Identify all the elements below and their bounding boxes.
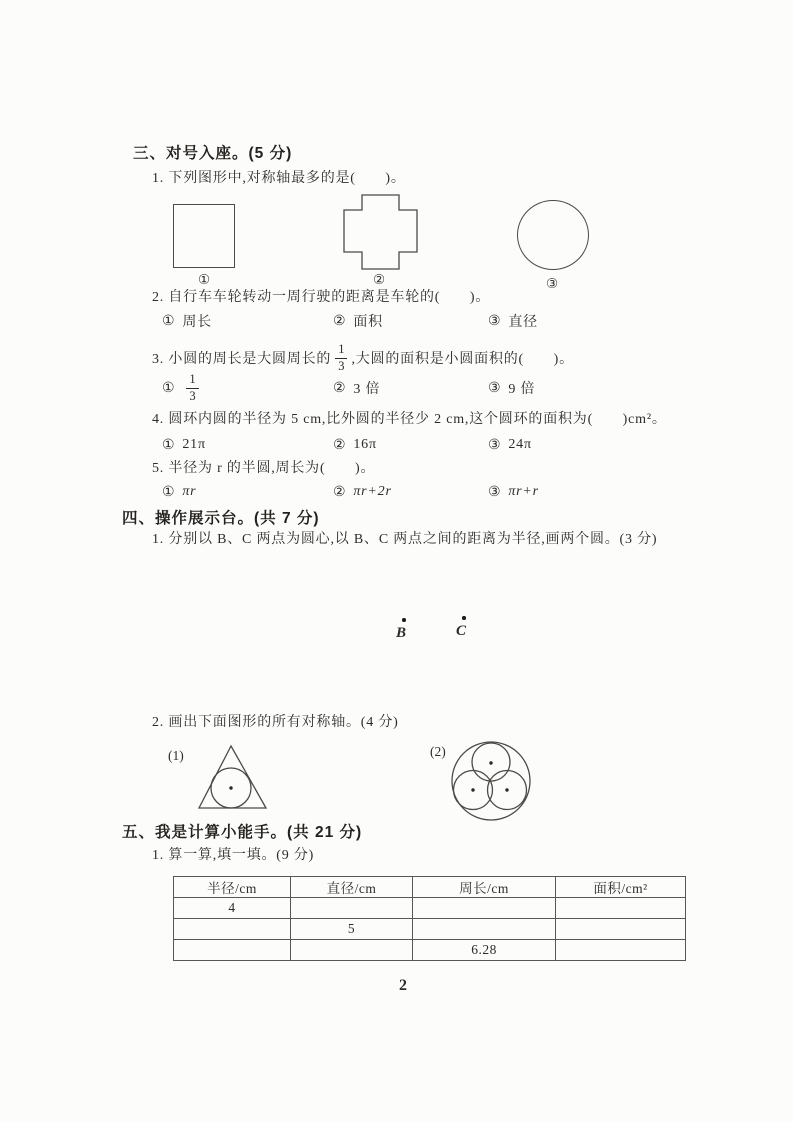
col-header-area: 面积/cm² (556, 877, 686, 898)
s4-q2-fig1-label: (1) (168, 748, 184, 763)
table-row (174, 919, 686, 940)
cell-area (556, 940, 686, 961)
fraction-one-third: $\frac{1}{3}$ (186, 373, 198, 402)
section5-title: 五、我是计算小能手。(共 21 分) (122, 824, 363, 841)
col-header-circumference: 周长/cm (413, 877, 556, 898)
cell-circumference: 6.28 (413, 940, 556, 961)
s3-q3-text: 3. 小圆的周长是大圆周长的 $\frac{1}{3}$ ,大圆的面积是小圆面积的( )。 (152, 342, 574, 373)
cell-circumference (413, 919, 556, 940)
square-figure-label: ① (198, 272, 211, 287)
cell-radius (174, 940, 291, 961)
point-C-dot (462, 616, 466, 620)
calc-table-header-row (174, 877, 686, 898)
s3-q5-option-1: ① πr (162, 484, 197, 500)
square-figure (173, 204, 235, 268)
col-header-diameter: 直径/cm (291, 877, 413, 898)
page-number: 2 (399, 977, 407, 994)
s3-q5-option-3: ③ πr+r (488, 484, 539, 500)
col-header-radius: 半径/cm (174, 877, 291, 898)
s3-q2-option-2: ② 面积 (333, 313, 383, 330)
point-B: B (392, 618, 410, 642)
s3-q4-option-1: ① 21π (162, 437, 206, 453)
s3-q2-option-3: ③ 直径 (488, 313, 538, 330)
cell-radius (174, 919, 291, 940)
cell-area (556, 919, 686, 940)
s3-q1-text: 1. 下列图形中,对称轴最多的是( )。 (152, 171, 406, 186)
s4-q1-text: 1. 分别以 B、C 两点为圆心,以 B、C 两点之间的距离为半径,画两个圆。(3 分) (152, 532, 658, 547)
cell-circumference (413, 898, 556, 919)
three-circles-figure (447, 739, 537, 823)
s4-q2-text: 2. 画出下面图形的所有对称轴。(4 分) (152, 715, 399, 730)
s3-q4-option-2: ② 16π (333, 437, 377, 453)
calc-table (173, 876, 686, 961)
cell-diameter (291, 940, 413, 961)
fraction-one-third: $\frac{1}{3}$ (335, 343, 347, 372)
triangle-incircle-figure (190, 742, 276, 812)
table-row (174, 940, 686, 961)
s3-q5-option-2: ② πr+2r (333, 484, 392, 500)
cell-area (556, 898, 686, 919)
s3-q3-option-1: ① $\frac{1}{3}$ (162, 373, 203, 403)
s3-q3-option-3: ③ 9 倍 (488, 380, 536, 397)
table-row (174, 898, 686, 919)
circle-figure (517, 200, 589, 270)
cross-figure-label: ② (373, 272, 386, 287)
s5-q1-text: 1. 算一算,填一填。(9 分) (152, 848, 315, 863)
s3-q5-text: 5. 半径为 r 的半圆,周长为( )。 (152, 461, 376, 476)
s3-q2-option-1: ① 周长 (162, 313, 212, 330)
circle-figure-label: ③ (546, 276, 559, 291)
section3-title: 三、对号入座。(5 分) (133, 145, 293, 162)
cell-diameter (291, 898, 413, 919)
point-B-dot (402, 618, 406, 622)
cross-figure (343, 194, 418, 270)
s3-q4-option-3: ③ 24π (488, 437, 532, 453)
cell-diameter: 5 (291, 919, 413, 940)
point-C: C (452, 616, 470, 640)
cell-radius: 4 (174, 898, 291, 919)
s3-q2-text: 2. 自行车车轮转动一周行驶的距离是车轮的( )。 (152, 290, 491, 305)
section4-title: 四、操作展示台。(共 7 分) (122, 510, 320, 527)
s3-q3-option-2: ② 3 倍 (333, 380, 381, 397)
s4-q2-fig2-label: (2) (430, 744, 446, 759)
s3-q4-text: 4. 圆环内圆的半径为 5 cm,比外圆的半径少 2 cm,这个圆环的面积为( )cm²。 (152, 412, 667, 427)
